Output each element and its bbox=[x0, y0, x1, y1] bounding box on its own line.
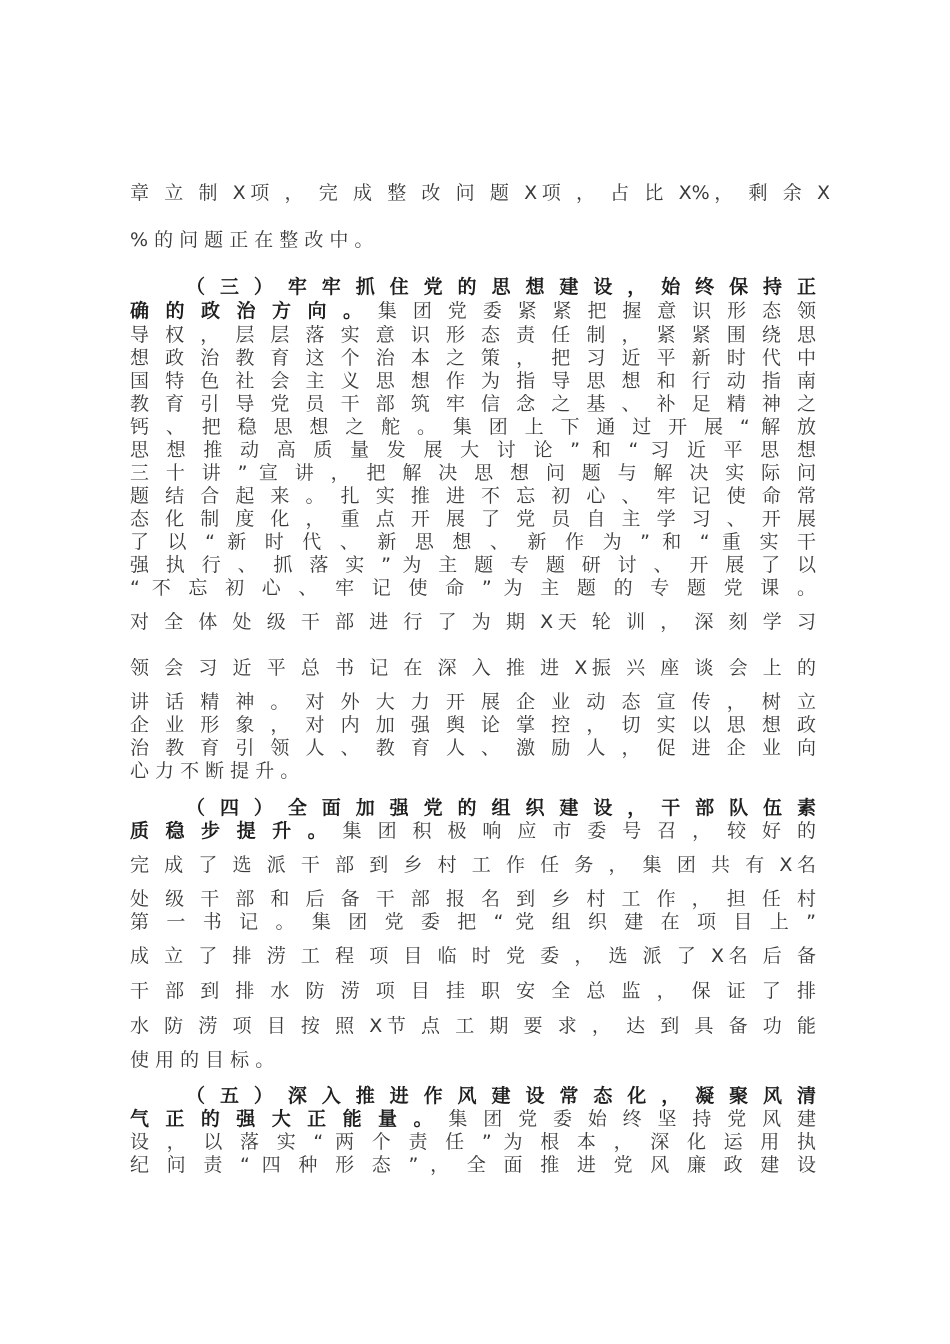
body-line: 第 一 书 记 。 集 团 党 委 把 “ 党 组 织 建 在 项 目 上 ” bbox=[130, 911, 816, 933]
body-line: 心 力 不 断 提 升 。 bbox=[130, 760, 300, 782]
body-line: 国 特 色 社 会 主 义 思 想 作 为 指 导 思 想 和 行 动 指 南 bbox=[130, 370, 816, 392]
body-line: 教 育 引 导 党 员 干 部 筑 牢 信 念 之 基 、 补 足 精 神 之 bbox=[130, 393, 816, 415]
body-line: 干 部 到 排 水 防 涝 项 目 挂 职 安 全 总 监 ， 保 证 了 排 bbox=[130, 980, 816, 1002]
body-line: 题 结 合 起 来 。 扎 实 推 进 不 忘 初 心 、 牢 记 使 命 常 bbox=[130, 485, 816, 507]
body-text: 集 团 积 极 响 应 市 委 号 召 ， 较 好 的 bbox=[342, 820, 816, 842]
body-line: 思 想 推 动 高 质 量 发 展 大 讨 论 ” 和 “ 习 近 平 思 想 bbox=[130, 439, 816, 461]
mixed-line bbox=[130, 299, 816, 323]
section-heading-4: （ 四 ） 全 面 加 强 党 的 组 织 建 设 ， 干 部 队 伍 素 bbox=[186, 797, 816, 819]
mixed-line bbox=[130, 1107, 816, 1131]
body-line: 了 以 “ 新 时 代 、 新 思 想 、 新 作 为 ” 和 “ 重 实 干 bbox=[130, 531, 816, 553]
body-line: 对 全 体 处 级 干 部 进 行 了 为 期 X天 轮 训 ， 深 刻 学 习 bbox=[130, 611, 816, 633]
body-line: 钙 、 把 稳 思 想 之 舵 。 集 团 上 下 通 过 开 展 “ 解 放 bbox=[130, 416, 816, 438]
body-line: 领 会 习 近 平 总 书 记 在 深 入 推 进 X振 兴 座 谈 会 上 的 bbox=[130, 657, 816, 679]
body-line: % 的 问 题 正 在 整 改 中 。 bbox=[130, 229, 374, 251]
body-line: 水 防 涝 项 目 按 照 X节 点 工 期 要 求 ， 达 到 具 备 功 能 bbox=[130, 1015, 816, 1037]
body-line: 纪 问 责 “ 四 种 形 态 ” ， 全 面 推 进 党 风 廉 政 建 设 bbox=[130, 1154, 816, 1176]
section-heading-3-cont: 确 的 政 治 方 向 。 bbox=[130, 300, 367, 322]
body-line: 三 十 讲 ” 宣 讲 ， 把 解 决 思 想 问 题 与 解 决 实 际 问 bbox=[130, 462, 816, 484]
body-line: 设 ， 以 落 实 “ 两 个 责 任 ” 为 根 本 ， 深 化 运 用 执 bbox=[130, 1131, 816, 1153]
body-line: 使 用 的 目 标 。 bbox=[130, 1049, 275, 1071]
section-heading-4-cont: 质 稳 步 提 升 。 bbox=[130, 820, 332, 842]
body-line: 导 权 ， 层 层 落 实 意 识 形 态 责 任 制 ， 紧 紧 围 绕 思 bbox=[130, 324, 816, 346]
mixed-line bbox=[130, 819, 816, 843]
body-line: 治 教 育 引 领 人 、 教 育 人 、 激 励 人 ， 促 进 企 业 向 bbox=[130, 737, 816, 759]
body-line: 想 政 治 教 育 这 个 治 本 之 策 ， 把 习 近 平 新 时 代 中 bbox=[130, 347, 816, 369]
body-line: 章 立 制 X项 ， 完 成 整 改 问 题 X项 ， 占 比 X%， 剩 余 X bbox=[130, 182, 830, 204]
section-heading-5-cont: 气 正 的 强 大 正 能 量 。 bbox=[130, 1108, 438, 1130]
body-text: 集 团 党 委 紧 紧 把 握 意 识 形 态 领 bbox=[377, 300, 816, 322]
body-line: 讲 话 精 神 。 对 外 大 力 开 展 企 业 动 态 宣 传 ， 树 立 bbox=[130, 691, 816, 713]
body-line: 成 立 了 排 涝 工 程 项 目 临 时 党 委 ， 选 派 了 X名 后 备 bbox=[130, 945, 816, 967]
body-text: 集 团 党 委 始 终 坚 持 党 风 建 bbox=[448, 1108, 816, 1130]
section-heading-5: （ 五 ） 深 入 推 进 作 风 建 设 常 态 化 ， 凝 聚 风 清 bbox=[186, 1085, 816, 1107]
body-line: 态 化 制 度 化 ， 重 点 开 展 了 党 员 自 主 学 习 、 开 展 bbox=[130, 508, 816, 530]
body-line: 企 业 形 象 ， 对 内 加 强 舆 论 掌 控 ， 切 实 以 思 想 政 bbox=[130, 714, 816, 736]
body-line: “ 不 忘 初 心 、 牢 记 使 命 ” 为 主 题 的 专 题 党 课 。 bbox=[130, 577, 816, 599]
body-line: 完 成 了 选 派 干 部 到 乡 村 工 作 任 务 ， 集 团 共 有 X名 bbox=[130, 854, 816, 876]
section-heading-3: （ 三 ） 牢 牢 抓 住 党 的 思 想 建 设 ， 始 终 保 持 正 bbox=[186, 276, 816, 298]
body-line: 处 级 干 部 和 后 备 干 部 报 名 到 乡 村 工 作 ， 担 任 村 bbox=[130, 888, 816, 910]
body-line: 强 执 行 、 抓 落 实 ” 为 主 题 专 题 研 讨 、 开 展 了 以 bbox=[130, 554, 816, 576]
